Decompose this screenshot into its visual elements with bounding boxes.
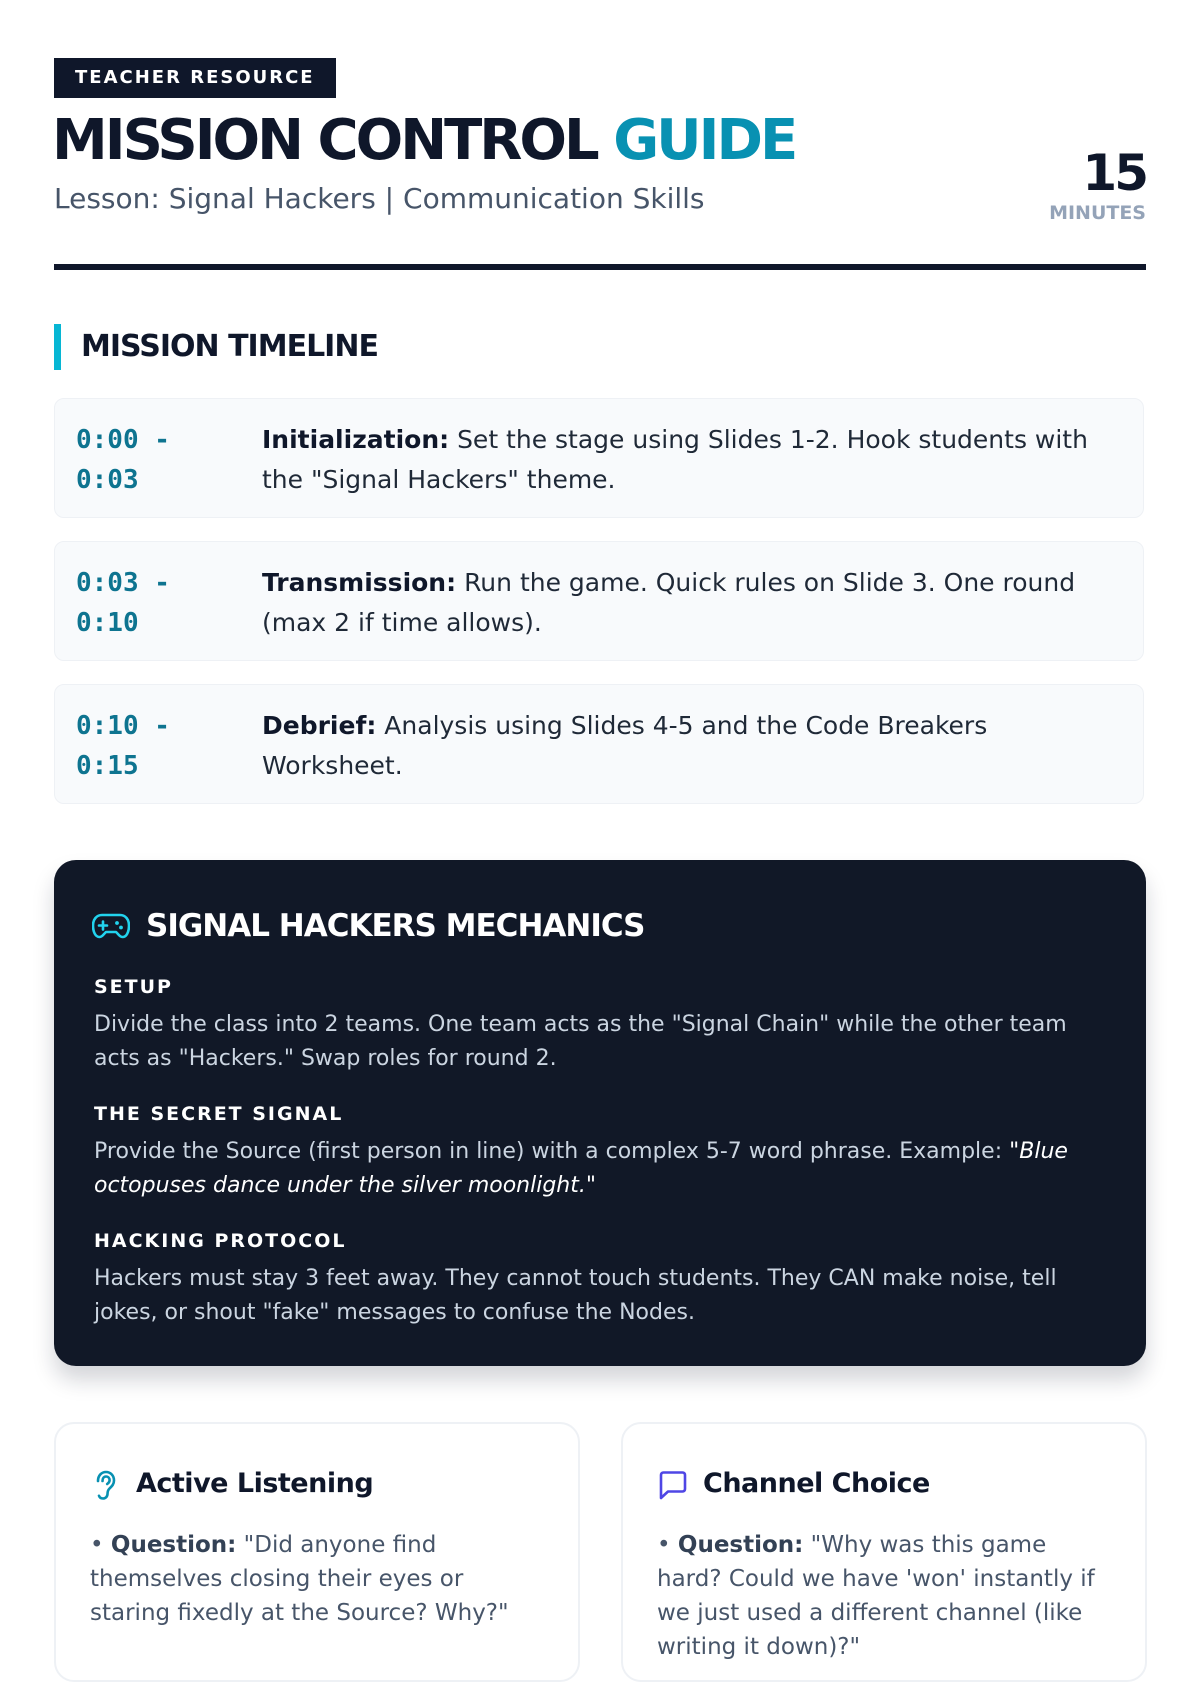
timeline-text: Set the stage using Slides 1-2. Hook students with the "Signal Hackers" theme. [262, 425, 1088, 494]
question-text: "Why was this game hard? Could we have 'won' instantly if we just used a different channel (like writing it down)?" [657, 1532, 1095, 1660]
time-range [76, 420, 196, 500]
time-range [76, 563, 196, 643]
card-title-text: Active Listening [136, 1468, 374, 1499]
question-label: Question: [677, 1532, 804, 1558]
page-title [52, 108, 795, 173]
mechanics-section-text: Divide the class into 2 teams. One team acts as the "Signal Chain" while the other team acts as "Hackers." Swap roles for round 2. [94, 1012, 1067, 1071]
gamepad-icon [92, 911, 130, 941]
duration-value: 15 [1082, 144, 1146, 202]
mechanics-section-label: THE SECRET SIGNAL [94, 1103, 344, 1125]
mechanics-title-text: SIGNAL HACKERS MECHANICS [146, 908, 645, 944]
chat-bubble-icon [657, 1469, 689, 1501]
channel-choice-card [621, 1422, 1147, 1682]
bullet: • [90, 1532, 104, 1558]
timeline-text: Run the game. Quick rules on Slide 3. One round (max 2 if time allows). [262, 568, 1076, 637]
time-end: 0:15 [76, 751, 139, 781]
lesson-subtitle: Lesson: Signal Hackers | Communication Skills [54, 182, 705, 215]
timeline-text: Analysis using Slides 4-5 and the Code Breakers Worksheet. [262, 711, 988, 780]
bullet: • [657, 1532, 671, 1558]
time-start: 0:03 - [76, 568, 170, 598]
duration-block [1049, 146, 1146, 224]
ear-icon [90, 1469, 120, 1501]
time-range [76, 706, 196, 786]
timeline-label: Debrief: [262, 711, 377, 740]
mechanics-section-label: SETUP [94, 976, 173, 998]
mechanics-card [54, 860, 1146, 1366]
teacher-resource-badge: TEACHER RESOURCE [54, 58, 336, 98]
timeline-item [54, 684, 1144, 804]
timeline-description [262, 706, 1122, 786]
mechanics-section-label: HACKING PROTOCOL [94, 1230, 347, 1252]
active-listening-card [54, 1422, 580, 1682]
secret-signal-text: Provide the Source (first person in line) with a complex 5-7 word phrase. Example: [94, 1139, 1003, 1164]
time-end: 0:03 [76, 465, 139, 495]
time-start: 0:10 - [76, 711, 170, 741]
mechanics-section-text: Hackers must stay 3 feet away. They cannot touch students. They CAN make noise, tell jokes, or shout "fake" messages to confuse the Nodes. [94, 1266, 1057, 1325]
question-label: Question: [110, 1532, 237, 1558]
time-start: 0:00 - [76, 425, 170, 455]
title-accent: GUIDE [613, 108, 796, 173]
timeline-item [54, 541, 1144, 661]
question-text: "Did anyone find themselves closing their eyes or staring fixedly at the Source? Why?" [90, 1532, 509, 1626]
timeline-label: Initialization: [262, 425, 450, 454]
timeline-description [262, 563, 1122, 643]
card-body [90, 1528, 550, 1630]
title-main: MISSION CONTROL [52, 108, 597, 173]
duration-unit: MINUTES [1049, 202, 1146, 224]
time-end: 0:10 [76, 608, 139, 638]
timeline-label: Transmission: [262, 568, 457, 597]
timeline-description [262, 420, 1122, 500]
mechanics-section-text [94, 1135, 1114, 1203]
example-phrase: "Blue octopuses dance under the silver moonlight." [94, 1139, 1068, 1198]
card-body [657, 1528, 1117, 1664]
header-divider [54, 264, 1146, 270]
card-title-text: Channel Choice [703, 1468, 930, 1499]
timeline-heading: MISSION TIMELINE [54, 324, 378, 370]
timeline-item [54, 398, 1144, 518]
